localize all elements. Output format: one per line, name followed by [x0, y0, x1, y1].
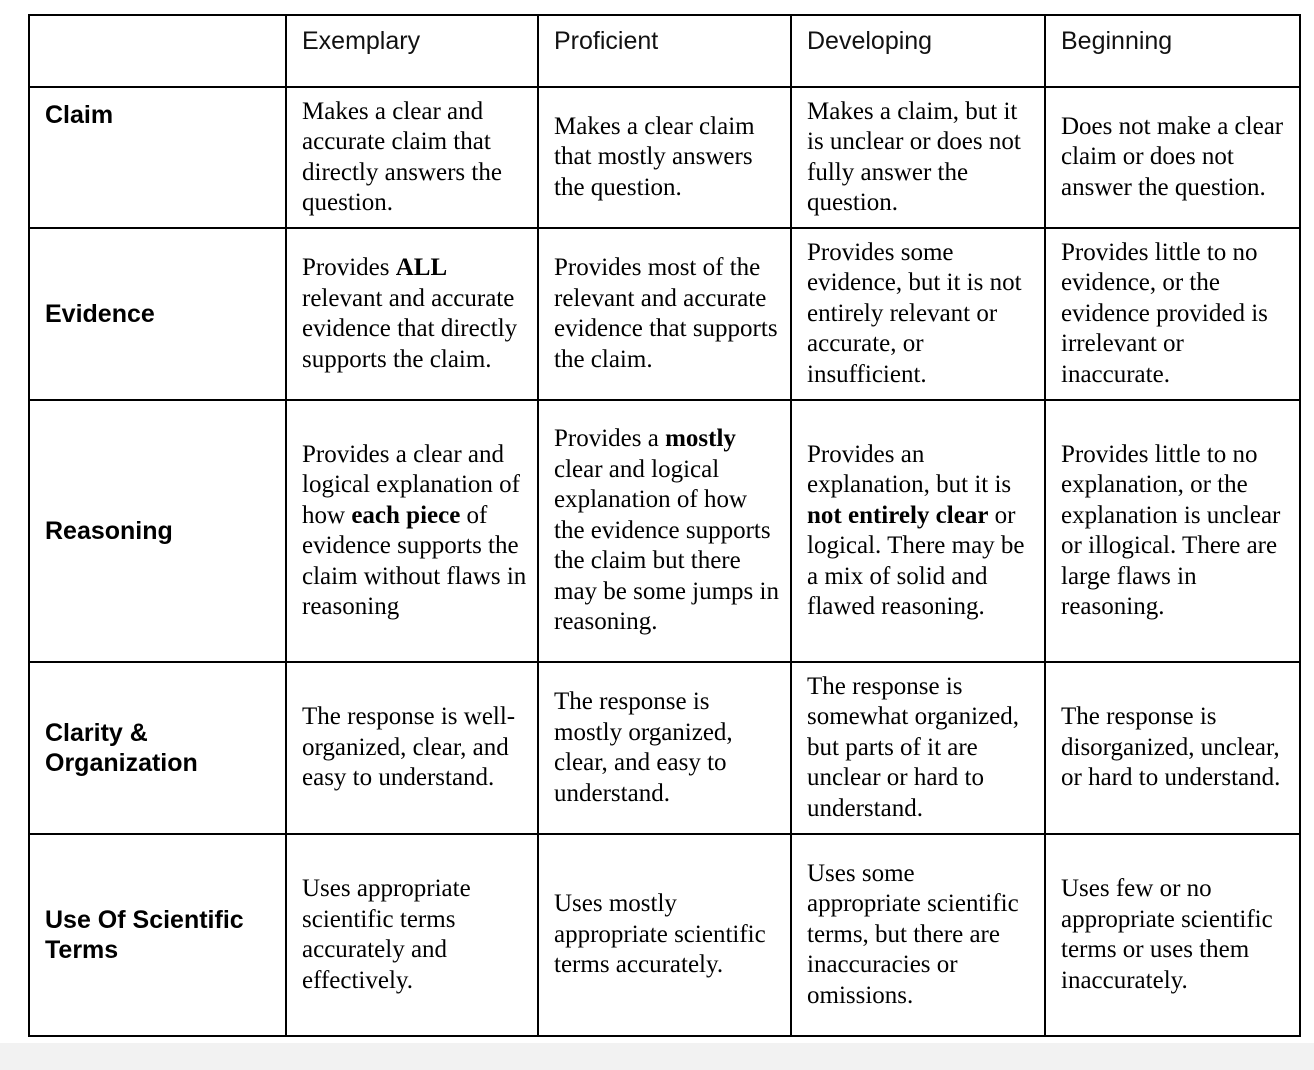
- criterion-name: Reasoning: [29, 400, 286, 662]
- rubric-cell: Uses mostly appropriate scientific terms accurately.: [538, 834, 791, 1036]
- criterion-name: Use Of Scientific Terms: [29, 834, 286, 1036]
- header-level-proficient: Proficient: [538, 15, 791, 87]
- rubric-cell: Provides an explanation, but it is not entirely clear or logical. There may be a mix of solid and flawed reasoning.: [791, 400, 1045, 662]
- rubric-cell: The response is mostly organized, clear, and easy to understand.: [538, 662, 791, 834]
- criterion-row-evidence: [29, 228, 1300, 400]
- rubric-cell: Uses few or no appropriate scientific terms or uses them inaccurately.: [1045, 834, 1300, 1036]
- rubric-cell: Uses some appropriate scientific terms, but there are inaccuracies or omissions.: [791, 834, 1045, 1036]
- rubric-cell: Makes a clear claim that mostly answers the question.: [538, 87, 791, 228]
- rubric-cell: Provides some evidence, but it is not entirely relevant or accurate, or insufficient.: [791, 228, 1045, 400]
- bottom-bar: [0, 1043, 1314, 1070]
- rubric-cell: The response is somewhat organized, but parts of it are unclear or hard to understand.: [791, 662, 1045, 834]
- criterion-row-reasoning: [29, 400, 1300, 662]
- rubric-cell: Provides most of the relevant and accurate evidence that supports the claim.: [538, 228, 791, 400]
- criterion-row-claim: [29, 87, 1300, 228]
- header-row: [29, 15, 1300, 87]
- rubric-cell: Makes a claim, but it is unclear or does not fully answer the question.: [791, 87, 1045, 228]
- rubric-table: [28, 14, 1301, 1037]
- header-level-beginning: Beginning: [1045, 15, 1300, 87]
- rubric-cell: The response is well-organized, clear, and easy to understand.: [286, 662, 538, 834]
- header-level-exemplary: Exemplary: [286, 15, 538, 87]
- criterion-name: Clarity & Organization: [29, 662, 286, 834]
- header-level-developing: Developing: [791, 15, 1045, 87]
- header-blank-cell: [29, 15, 286, 87]
- rubric-cell: Provides a clear and logical explanation of how each piece of evidence supports the claim without flaws in reasoning: [286, 400, 538, 662]
- rubric-cell: Provides little to no evidence, or the evidence provided is irrelevant or inaccurate.: [1045, 228, 1300, 400]
- rubric-cell: Makes a clear and accurate claim that directly answers the question.: [286, 87, 538, 228]
- rubric-cell: Provides ALL relevant and accurate evidence that directly supports the claim.: [286, 228, 538, 400]
- rubric-cell: Provides a mostly clear and logical explanation of how the evidence supports the claim but there may be some jumps in reasoning.: [538, 400, 791, 662]
- rubric-cell: The response is disorganized, unclear, or hard to understand.: [1045, 662, 1300, 834]
- criterion-name: Claim: [29, 87, 286, 228]
- rubric-cell: Provides little to no explanation, or the explanation is unclear or illogical. There are large flaws in reasoning.: [1045, 400, 1300, 662]
- rubric-cell: Does not make a clear claim or does not answer the question.: [1045, 87, 1300, 228]
- criterion-row-scientific-terms: [29, 834, 1300, 1036]
- criterion-row-clarity-organization: [29, 662, 1300, 834]
- rubric-cell: Uses appropriate scientific terms accurately and effectively.: [286, 834, 538, 1036]
- criterion-name: Evidence: [29, 228, 286, 400]
